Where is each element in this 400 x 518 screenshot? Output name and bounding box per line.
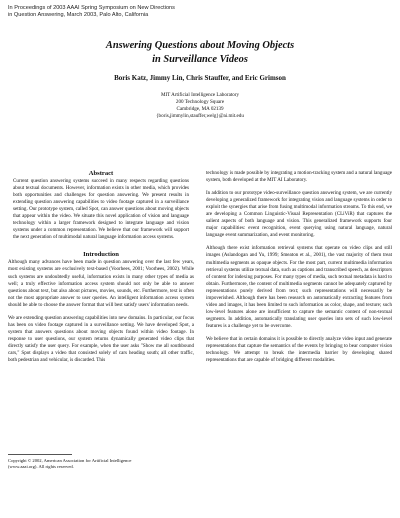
author-list: Boris Katz, Jimmy Lin, Chris Stauffer, and Eric Grimson	[114, 74, 286, 82]
intro-paragraph-2: We are extending question answering capabilities into new domains. In particular, our focus has been on video footage captured in a surveillance setting. We have developed Spot, a system that answers questions about moving objects found within video footage. In response to user questions, our system returns dynamically generated video clips that directly satisfy the user query. For example, when the user asks "Show me all southbound cars," Spot displays a video that consisted solely of cars heading south; all other traffic, both pedestrian and vehicular, is discarded. This	[8, 314, 194, 364]
intro-paragraph-3: technology is made possible by integrating a motion-tracking system and a natural language system, both developed at the MIT AI Laboratory.	[206, 170, 392, 184]
paper-title-line-1: Answering Questions about Moving Objects	[105, 40, 295, 51]
proceedings-line-2: in Question Answering, March 2003, Palo Alto, California	[8, 11, 149, 18]
affiliation-block	[0, 92, 400, 120]
intro-paragraph-6: We believe that in certain domains it is possible to directly analyze video input and generate representations that capture the semantics of the events by bringing to bear computer vision technology. We attempt to break the intermedia barrier by developing shared representations that are capable of bridging different modalities.	[206, 335, 392, 364]
author-emails: {boris,jimmylin,stauffer,welg}@ai.mit.edu	[156, 113, 244, 119]
affiliation-line-3: Cambridge, MA 02139	[176, 106, 224, 112]
copyright-line-1: Copyright © 2002, American Association for Artificial Intelligence	[8, 458, 132, 463]
footnote-divider	[8, 454, 72, 455]
intro-paragraph-4: In addition to our prototype video-surveillance question answering system, we are currently developing a generalized framework for integrating vision and language systems in order to exploit the synergies that arise from fusing multimodal information streams. To this end, we are developing a Common Linguistic-Visual Representation (CLiViR) that captures the salient aspects of both language and vision. This generalized framework supports four major capabilities: event recognition, event querying using natural language, natural language event summarization, and event monitoring.	[206, 190, 392, 239]
intro-paragraph-5: Although there exist information retrieval systems that operate on video clips and still images (Aslandogan and Yu, 1999; Smeaton et al., 2001), the vast majority of them treat multimedia segments as opaque objects. For the most part, current multimedia information retrieval systems utilize textual data, such as captions and transcribed speech, as descriptors of content for indexing purposes. For many types of media, such textual metadata is hard to obtain. Furthermore, the content of multimedia segments cannot be adequately captured by representations purely derived from text; such representations will necessarily be impoverished. Although there has been research on automatically extracting features from video and images, it has been limited to such information as color, shape, and texture; such low-level features alone are insufficient to capture the semantic content of non-textual segments. In addition, automatically translating user queries into sets of such low-level features is a challenge yet to be overcome.	[206, 245, 392, 329]
abstract-heading: Abstract	[88, 170, 114, 177]
proceedings-line-1: In Proceedings of 2003 AAAI Spring Symposium on New Directions	[8, 5, 175, 11]
right-column	[206, 170, 392, 364]
left-column	[8, 170, 194, 364]
abstract-text: Current question answering systems succeed in many respects regarding questions about textual documents. However, information exists in other media, which provides both opportunities and challenges for question answering. We present results in extending question answering capabilities to video footage captured in a surveillance setting. Our prototype system, called Spot, can answer questions about moving objects that appear within the video. We situate this novel application of vision and language technology within a larger framework designed to integrate language and vision systems under a common representation. We believe that our framework will support the next generation of multimodal natural language information access systems.	[13, 178, 189, 241]
paper-title-line-2: in Surveillance Videos	[152, 54, 248, 65]
proceedings-header	[8, 5, 308, 18]
copyright-line-2: (www.aaai.org). All rights reserved.	[8, 464, 74, 469]
affiliation-line-1: MIT Artificial Intelligence Laboratory	[160, 92, 240, 98]
introduction-heading: Introduction	[83, 251, 119, 259]
affiliation-line-2: 200 Technology Square	[175, 99, 225, 105]
intro-paragraph-1: Although many advances have been made in question answering over the last few years, most existing systems are exclusively text-based (Voorhees, 2001; Voorhees, 2002). While such systems are undoubtedly useful, information exists in many other types of media as well; a truly effective information access system should not only be able to answer questions about text, but also about pictures, movies, sounds, etc. Furthermore, text is often not the most appropriate answer to user queries. An intelligent information access system should be able to choose the answer format that will best satisfy users' information needs.	[8, 259, 194, 308]
copyright-notice	[8, 458, 194, 470]
